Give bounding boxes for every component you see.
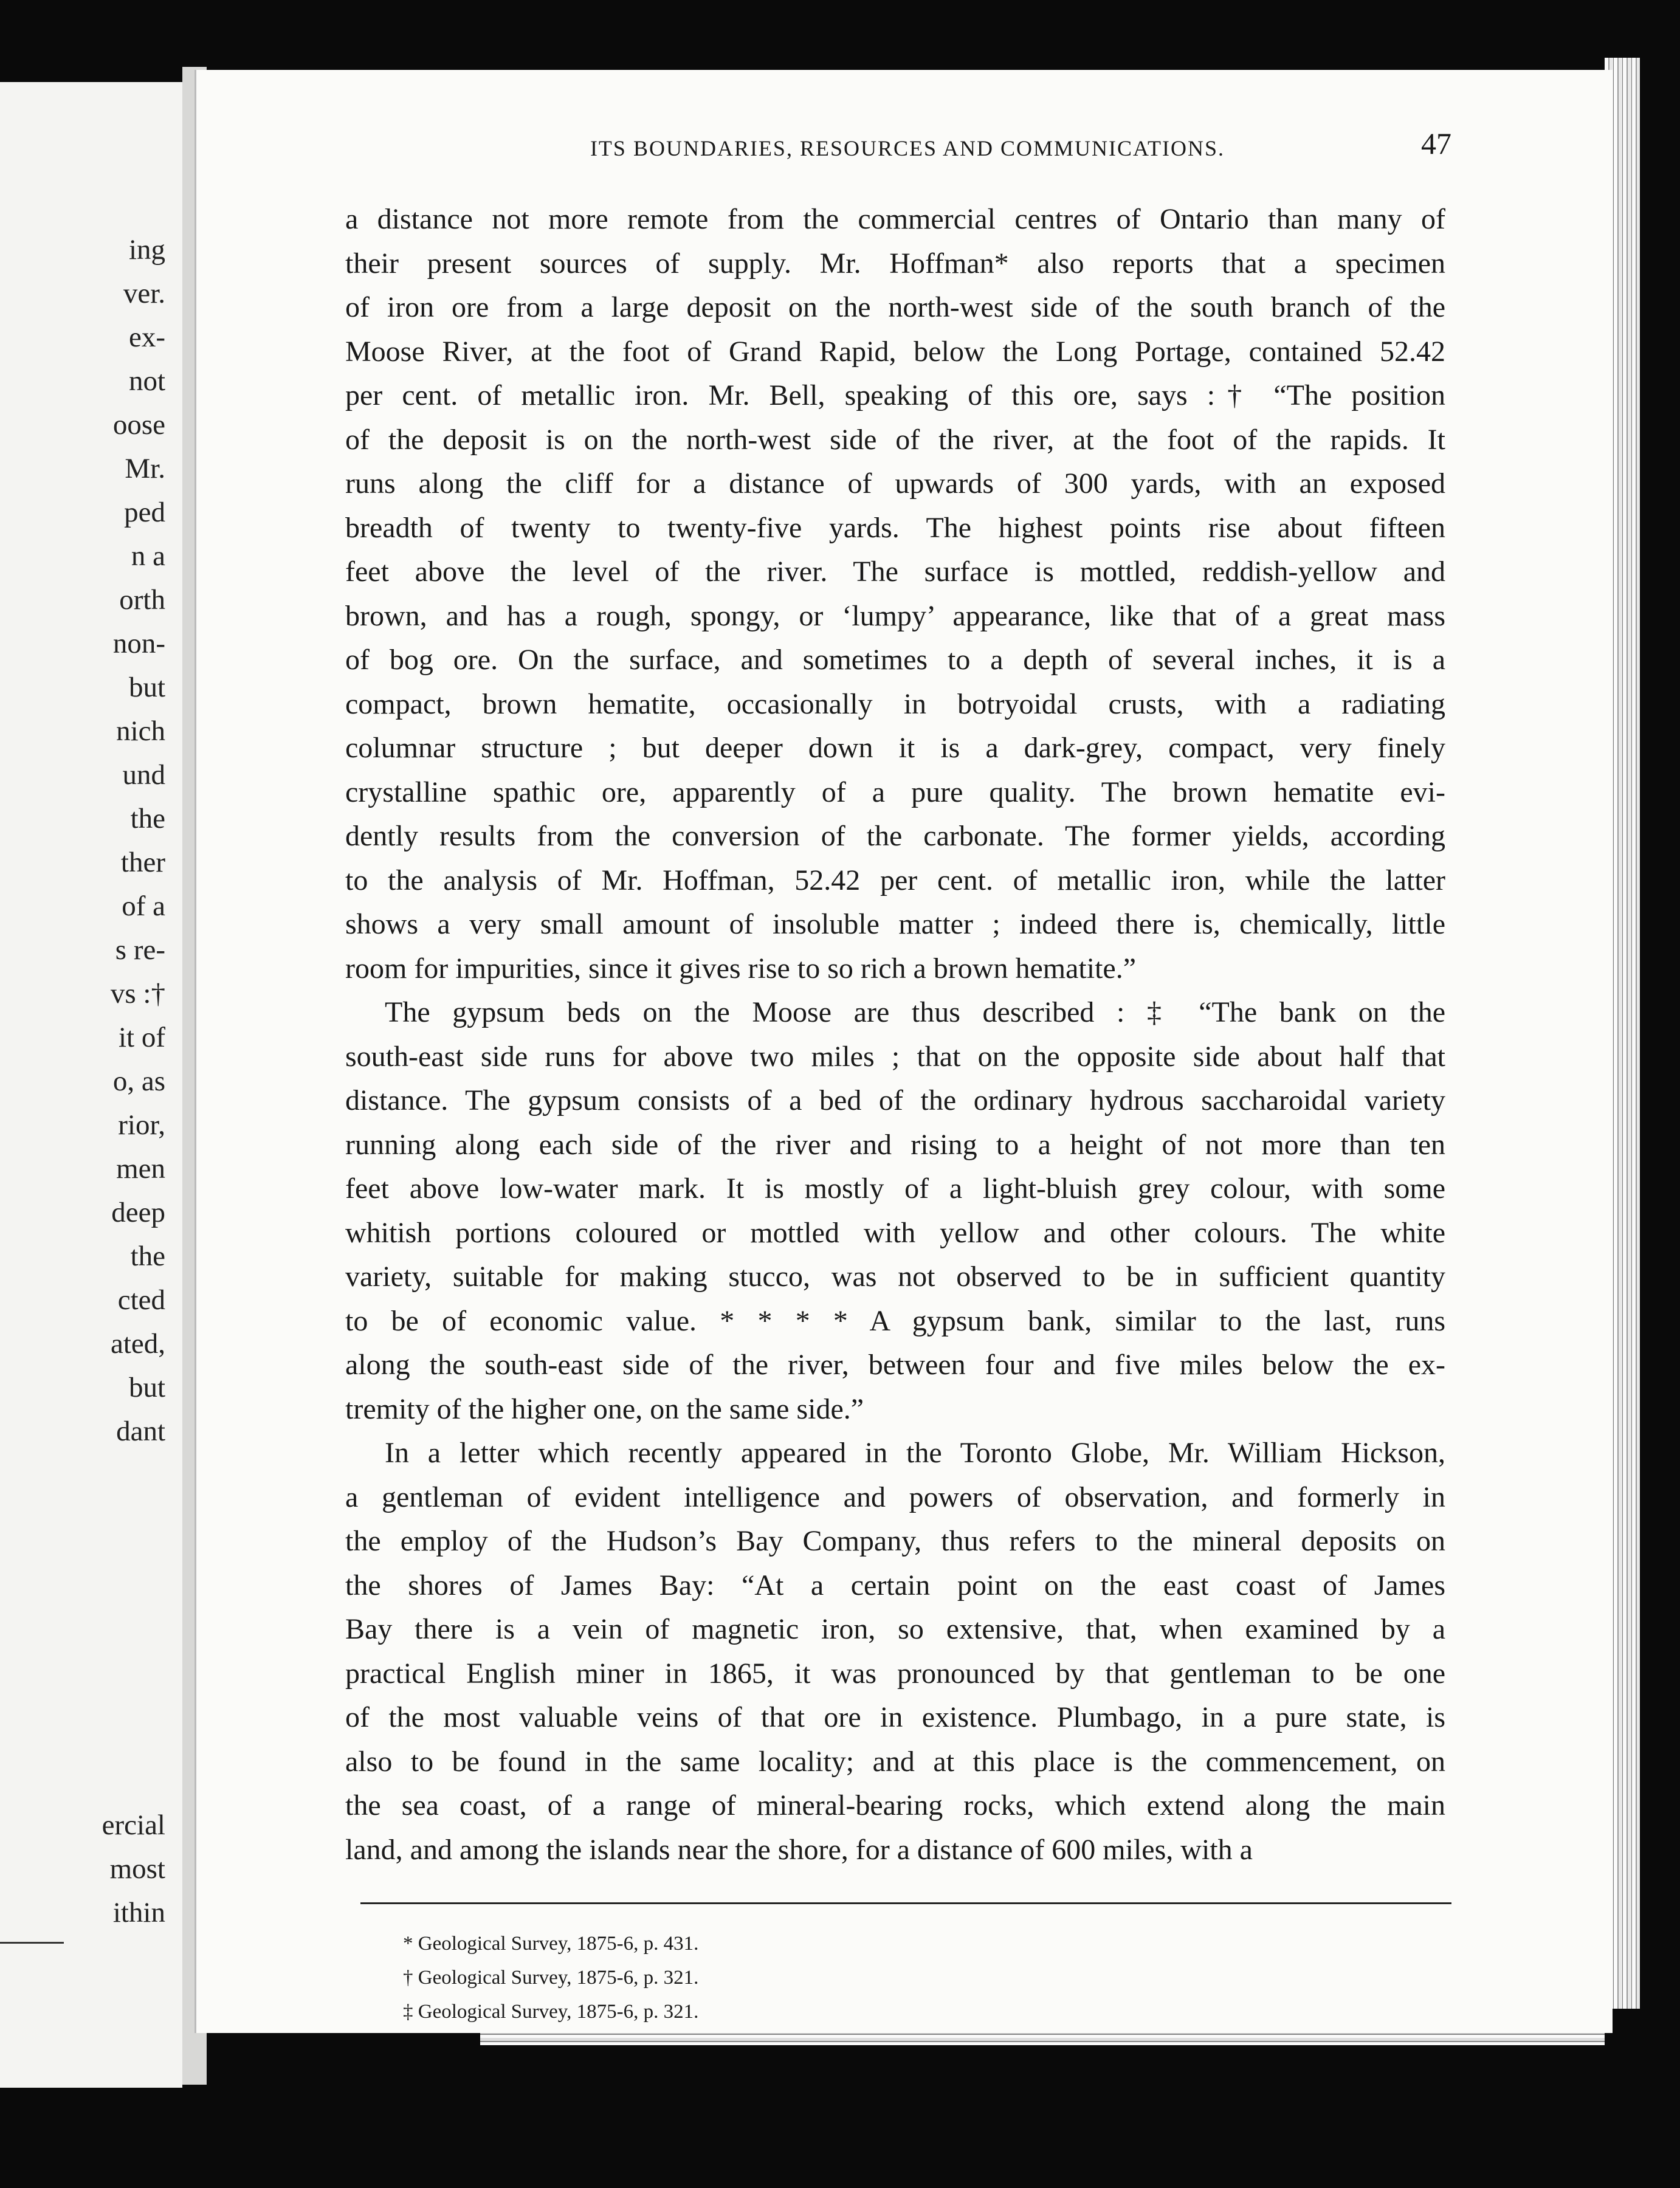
- text-line: dently results from the conversion of the carbonate. The former yields, according: [345, 820, 1445, 852]
- body-text: [345, 198, 1445, 1872]
- text-line: of iron ore from a large deposit on the north-west side of the south branch of the: [345, 291, 1445, 323]
- facing-page-line: ther: [120, 847, 165, 878]
- text-line: Moose River, at the foot of Grand Rapid, below the Long Portage, contained 52.42: [345, 335, 1445, 368]
- facing-page-line: Mr.: [125, 453, 165, 484]
- facing-page-line: rior,: [118, 1109, 165, 1141]
- facing-page-line: ithin: [112, 1897, 165, 1928]
- facing-page-line: ex-: [128, 322, 165, 353]
- text-line: breadth of twenty to twenty-five yards. The highest points rise about fifteen: [345, 511, 1445, 544]
- facing-page-line: orth: [119, 584, 165, 616]
- text-line: In a letter which recently appeared in the Toronto Globe, Mr. William Hickson,: [385, 1437, 1445, 1469]
- text-line: columnar structure ; but deeper down it is a dark-grey, compact, very finely: [345, 732, 1445, 764]
- text-line: along the south-east side of the river, between four and five miles below the ex-: [345, 1349, 1445, 1381]
- facing-page-line: n a: [131, 540, 165, 572]
- text-line: per cent. of metallic iron. Mr. Bell, speaking of this ore, says :† “The position: [345, 379, 1445, 411]
- facing-page-line: vs :†: [110, 978, 165, 1010]
- text-line: compact, brown hematite, occasionally in botryoidal crusts, with a radiating: [345, 687, 1445, 720]
- facing-page-line: non-: [112, 628, 165, 659]
- facing-page-line: men: [116, 1153, 165, 1185]
- text-line: to be of economic value. * * * * A gypsum bank, similar to the last, runs: [345, 1304, 1445, 1337]
- text-line: feet above the level of the river. The surface is mottled, reddish-yellow and: [345, 556, 1445, 588]
- facing-page-line: the: [130, 1240, 165, 1272]
- text-line: of bog ore. On the surface, and sometimes to a depth of several inches, it is a: [345, 644, 1445, 676]
- text-line: runs along the cliff for a distance of upwards of 300 yards, with an exposed: [345, 467, 1445, 500]
- text-line: room for impurities, since it gives rise to so rich a brown hematite.”: [345, 952, 1137, 985]
- facing-page-line: s re-: [115, 934, 165, 966]
- facing-page-line: most: [109, 1853, 165, 1885]
- text-line: The gypsum beds on the Moose are thus described : ‡ “The bank on the: [385, 996, 1445, 1028]
- facing-page-line: the: [130, 803, 165, 834]
- facing-page-line: o, as: [112, 1065, 165, 1097]
- text-line: land, and among the islands near the shore, for a distance of 600 miles, with a: [345, 1833, 1253, 1866]
- text-line: to the analysis of Mr. Hoffman, 52.42 per cent. of metallic iron, while the latter: [345, 864, 1445, 896]
- text-line: of the deposit is on the north-west side of the river, at the foot of the rapids. It: [345, 423, 1445, 456]
- facing-page-line: but: [128, 1372, 165, 1403]
- facing-page-line: cted: [117, 1284, 165, 1316]
- text-line: the employ of the Hudson’s Bay Company, thus refers to the mineral deposits on: [345, 1525, 1445, 1557]
- text-line: feet above low-water mark. It is mostly of a light-bluish grey colour, with some: [345, 1172, 1445, 1205]
- book-page: [195, 70, 1613, 2033]
- text-line: distance. The gypsum consists of a bed of the ordinary hydrous saccharoidal variety: [345, 1084, 1445, 1116]
- text-line: tremity of the higher one, on the same side.”: [345, 1392, 864, 1425]
- facing-page-line: of a: [122, 890, 165, 922]
- facing-page-line: ped: [124, 497, 165, 528]
- facing-page-line: ver.: [123, 278, 165, 309]
- facing-page-line: nich: [116, 715, 165, 747]
- text-line: the shores of James Bay: “At a certain point on the east coast of James: [345, 1569, 1445, 1601]
- facing-page-line: not: [128, 365, 165, 397]
- facing-page-rule: [0, 1942, 64, 1944]
- facing-page-line: ated,: [110, 1328, 165, 1360]
- running-head: ITS BOUNDARIES, RESOURCES AND COMMUNICATIONS.: [590, 136, 1225, 160]
- facing-page-line: ing: [128, 234, 165, 266]
- text-line: crystalline spathic ore, apparently of a pure quality. The brown hematite evi-: [345, 776, 1445, 808]
- footnote: * Geological Survey, 1875-6, p. 431.: [403, 1933, 699, 1955]
- text-line: the sea coast, of a range of mineral-bearing rocks, which extend along the main: [345, 1789, 1445, 1822]
- footnote-rule: [360, 1902, 1451, 1904]
- facing-page-line: und: [122, 759, 165, 791]
- facing-page-line: but: [128, 672, 165, 703]
- facing-page-line: deep: [111, 1197, 165, 1228]
- footnotes: [403, 1927, 698, 2029]
- facing-page-line: oose: [112, 409, 165, 441]
- text-line: practical English miner in 1865, it was pronounced by that gentleman to be one: [345, 1657, 1445, 1690]
- text-line: south-east side runs for above two miles ; that on the opposite side about half that: [345, 1040, 1445, 1073]
- text-line: of the most valuable veins of that ore in existence. Plumbago, in a pure state, is: [345, 1701, 1445, 1733]
- footnote: ‡ Geological Survey, 1875-6, p. 321.: [403, 2001, 699, 2023]
- facing-page-line: dant: [116, 1416, 165, 1447]
- text-line: a distance not more remote from the commercial centres of Ontario than many of: [345, 203, 1445, 235]
- text-line: whitish portions coloured or mottled with yellow and other colours. The white: [345, 1216, 1445, 1249]
- text-line: shows a very small amount of insoluble matter ; indeed there is, chemically, little: [345, 908, 1445, 940]
- footnote: † Geological Survey, 1875-6, p. 321.: [403, 1967, 699, 1989]
- facing-page-fragment: [0, 82, 182, 2088]
- text-line: running along each side of the river and rising to a height of not more than ten: [345, 1128, 1445, 1161]
- page-number: 47: [1421, 126, 1451, 160]
- text-line: variety, suitable for making stucco, was not observed to be in sufficient quantity: [345, 1261, 1445, 1293]
- text-line: their present sources of supply. Mr. Hoffman* also reports that a specimen: [345, 247, 1445, 280]
- facing-page-line: it of: [118, 1022, 165, 1053]
- text-line: brown, and has a rough, spongy, or ‘lumpy’ appearance, like that of a great mass: [345, 599, 1445, 632]
- text-line: a gentleman of evident intelligence and powers of observation, and formerly in: [345, 1481, 1445, 1513]
- facing-page-line: ercial: [102, 1809, 165, 1841]
- text-line: Bay there is a vein of magnetic iron, so extensive, that, when examined by a: [345, 1613, 1445, 1645]
- text-line: also to be found in the same locality; and at this place is the commencement, on: [345, 1745, 1445, 1778]
